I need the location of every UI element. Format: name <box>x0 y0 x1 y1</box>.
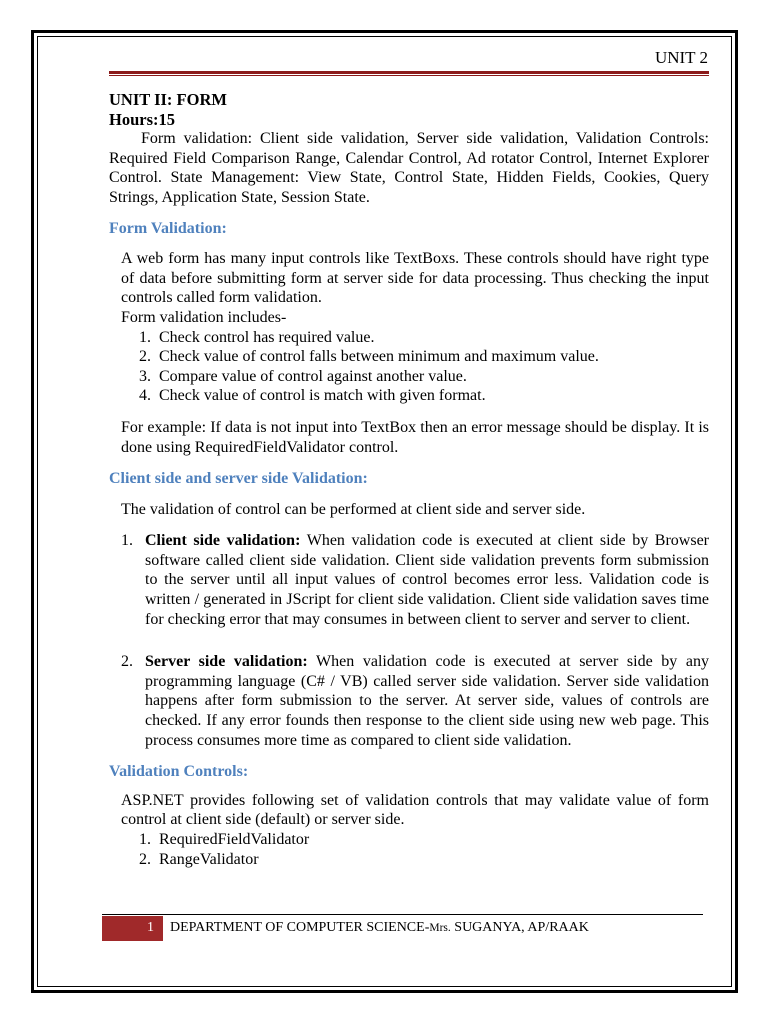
header-rule <box>109 71 709 74</box>
header-rule-thin <box>109 75 709 76</box>
list-item <box>109 531 709 629</box>
header-unit: UNIT 2 <box>654 48 708 67</box>
section-heading-client-server: Client side and server side Validation: <box>109 470 368 488</box>
form-validation-paragraph: A web form has many input controls like TextBoxs. These controls should have right type of data before submitting form at server side for data processing. Thus checking the input controls called form validation. <box>121 250 709 307</box>
footer-mrs: Mrs. <box>429 922 451 934</box>
form-validation-includes: Form validation includes- <box>121 308 287 326</box>
validation-controls-list <box>121 830 709 869</box>
list-item <box>109 652 709 750</box>
list-number: 1. <box>121 532 133 550</box>
list-item: 1. RequiredFieldValidator <box>155 830 709 850</box>
client-server-intro: The validation of control can be performed at client side and server side. <box>121 500 586 518</box>
list-item: 2. Check value of control falls between minimum and maximum value. <box>155 347 709 367</box>
list-text: When validation code is executed at server side by any programming language (C# / VB) called server side validation. Server side validation happens after form submission to the server. At server side, values of controls are checked. If any error founds then response to the client side using new web page. This process consumes more time as compared to client side validation. <box>145 653 709 749</box>
footer-rule <box>102 914 703 915</box>
validation-controls-block <box>109 791 709 869</box>
page-content <box>109 90 709 869</box>
list-item: 3. Compare value of control against another value. <box>155 367 709 387</box>
list-term: Server side validation: <box>145 653 308 671</box>
footer-page-number: 1 <box>147 920 154 935</box>
footer-name: SUGANYA, AP/RAAK <box>450 920 589 935</box>
form-validation-example: For example: If data is not input into TextBox then an error message should be display. It is done using RequiredFieldValidator control. <box>121 418 709 456</box>
form-validation-block <box>109 249 709 457</box>
list-text: When validation code is executed at client side by Browser software called client side validation. Client side validation prevents form submission to the server until all input values of control becomes error less. Validation code is written / generated in JScript for client side validation. Client side validation saves time for checking error that may consumes in between client to server and server to client. <box>145 532 710 628</box>
list-item: 2. RangeValidator <box>155 850 709 870</box>
section-heading-validation-controls: Validation Controls: <box>109 763 249 781</box>
hours: Hours:15 <box>109 109 175 129</box>
page-title: UNIT II: FORM <box>109 90 227 109</box>
section-heading-form-validation: Form Validation: <box>109 219 227 237</box>
footer-department <box>170 920 589 936</box>
footer-dept: DEPARTMENT OF COMPUTER SCIENCE- <box>170 920 430 935</box>
list-item: 1. Check control has required value. <box>155 328 709 348</box>
form-validation-list <box>121 328 709 406</box>
list-number: 2. <box>121 653 133 671</box>
validation-controls-paragraph: ASP.NET provides following set of validation controls that may validate value of form control at client side (default) or server side. <box>121 791 709 829</box>
list-term: Client side validation: <box>145 532 301 550</box>
client-server-list <box>109 531 709 750</box>
intro-paragraph: Form validation: Client side validation, Server side validation, Validation Controls: Required Field Comparison Range, Calendar Control, Ad rotator Control, Internet Explorer Control. State Management: View State, Control State, Hidden Fields, Cookies, Query Strings, Application State, Session State. <box>109 130 709 206</box>
list-item: 4. Check value of control is match with given format. <box>155 386 709 406</box>
